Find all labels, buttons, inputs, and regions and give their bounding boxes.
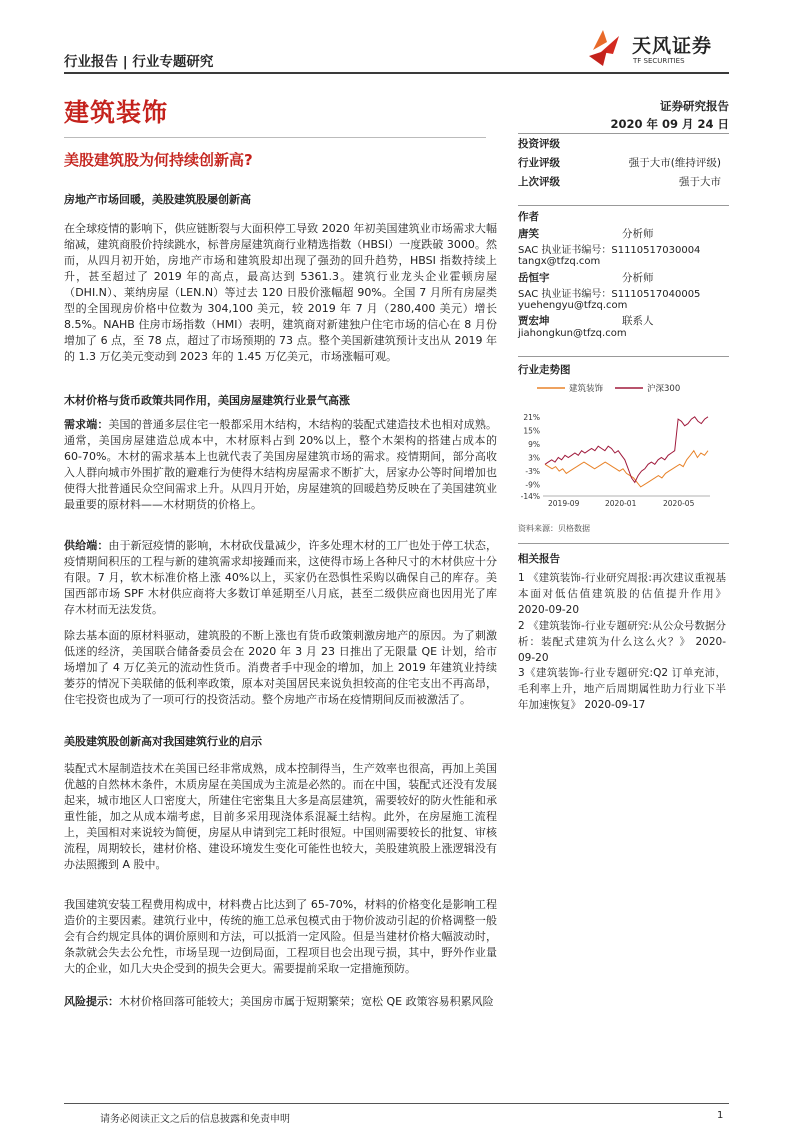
related-heading: 相关报告 bbox=[518, 553, 560, 565]
y-tick-label: -14% bbox=[520, 492, 540, 501]
title-divider bbox=[64, 137, 486, 138]
paragraph: 供给端：由于新冠疫情的影响，木材砍伐量减少，许多处理木材的工厂也处于停工状态，疫情期间积压的工程与新的建筑需求却接踵而来，这使得市场上各种尺寸的木材供应十分有限。7 月，软木标准价格上涨 40%以上，买家仍在恐惧性采购以确保自己的库存。美国西部市场 SPF 木材供应商将大多数订单延期至八月底，甚至二级供应商也因用光了库存木材而无法发货。 bbox=[64, 539, 497, 616]
legend-label: 建筑装饰 bbox=[569, 384, 604, 394]
report-title: 美股建筑股为何持续创新高? bbox=[64, 151, 253, 169]
y-tick-label: 9% bbox=[528, 439, 540, 449]
chart-heading: 行业走势图 bbox=[518, 364, 571, 376]
sidebar-divider bbox=[518, 133, 729, 134]
logo-name: 天风证券 bbox=[632, 35, 713, 57]
sector-title: 建筑装饰 bbox=[64, 98, 169, 127]
section-heading: 房地产市场回暖，美股建筑股屡创新高 bbox=[64, 193, 251, 206]
y-tick-label: -9% bbox=[525, 480, 540, 490]
header-divider bbox=[64, 72, 729, 74]
series-line-construction bbox=[545, 451, 708, 487]
legend-label: 沪深300 bbox=[647, 384, 681, 394]
paragraph: 需求端：美国的普通多层住宅一般都采用木结构，木结构的装配式建造技术也相对成熟。通常，美国房屋建造总成本中，木材原料占到 20%以上，整个木架构的搭建占成本的 60-70%。木材的需求基本上也就代表了美国房屋建筑市场的需求。疫情期间，部分高收入人群向城市外围扩散的避难行为使得木结构房屋需求不断扩大，居家办公等时间增加也使得大批普通民众空间需求上升。从四月开始，房屋建筑的回暖趋势反映在了美国建筑业最重要的原材料——木材期货的价格上。 bbox=[64, 418, 497, 511]
rating-heading: 投资评级 bbox=[518, 138, 560, 150]
chart-source: 资料来源：贝格数据 bbox=[518, 524, 590, 533]
paragraph: 装配式木屋制造技术在美国已经非常成熟，成本控制得当，生产效率也很高，再加上美国优越的自然林木条件，木质房屋在美国成为主流是必然的。而在中国，装配式还没有发展起来，城市地区人口密度大，所建住宅密集且大多是高层建筑，需要较好的防火性能和承重性能，加之从成本端考虑，目前多采用现浇体系混凝土结构。此外，在房屋施工流程上，美国相对来说较为简便，房屋从申请到完工耗时很短。中国则需要较长的批复、审核流程，周期较长，建材价格、建设环境发生变化可能性也较大，美股建筑股上涨逻辑没有办法照搬到 A 股中。 bbox=[64, 762, 497, 871]
author-entry: 唐笑 分析师 SAC 执业证书编号：S1110517030004 tangx@tfzq.com bbox=[518, 228, 701, 267]
paragraph: 我国建筑安装工程费用构成中，材料费占比达到了 65-70%，材料的价格变化是影响工程造价的主要因素。建筑行业中，传统的施工总承包模式由于物价波动引起的价格调整一般会有合约规定具体的调价原则和方法，可以抵消一定风险。但是当建材价格大幅波动时，条款就会失去公允性，市场呈现一边倒局面，工程项目也会出现亏损，其中，野外作业量大的企业，如几大央企受到的损失会更大。需要提前采取一定措施预防。 bbox=[64, 898, 497, 975]
related-report[interactable]: 3《建筑装饰-行业专题研究:Q2 订单充沛，毛利率上升，地产后周期属性助力行业下半年加速恢复》 2020-09-17 bbox=[518, 667, 726, 711]
report-category: 行业报告 | 行业专题研究 bbox=[64, 54, 214, 70]
authors-heading: 作者 bbox=[518, 211, 539, 223]
logo-english: TF SECURITIES bbox=[633, 57, 685, 65]
related-report[interactable]: 1 《建筑装饰-行业研究周报:再次建议重视基本面对低估值建筑股的估值提升作用》 2020-09-20 bbox=[518, 572, 726, 616]
author-entry: 贾宏坤 联系人 jiahongkun@tfzq.com bbox=[518, 315, 654, 339]
y-tick-label: 21% bbox=[523, 412, 540, 422]
related-report[interactable]: 2 《建筑装饰-行业专题研究:从公众号数据分析：装配式建筑为什么这么火？》 2020-09-20 bbox=[518, 620, 726, 664]
paragraph-lead: 供给端： bbox=[64, 539, 109, 552]
report-type: 证券研究报告 bbox=[660, 99, 729, 113]
footer-divider bbox=[64, 1103, 729, 1104]
footer-disclaimer[interactable]: 请务必阅读正文之后的信息披露和免责申明 bbox=[100, 1114, 290, 1125]
x-tick-label: 2020-05 bbox=[663, 499, 695, 508]
y-tick-label: 3% bbox=[528, 453, 540, 463]
section-heading: 木材价格与货币政策共同作用，美国房屋建筑行业景气高涨 bbox=[64, 394, 350, 407]
page-number: 1 bbox=[717, 1110, 724, 1121]
y-tick-label: 15% bbox=[523, 426, 540, 436]
rating-row: 上次评级 强于大市 bbox=[518, 176, 721, 188]
paragraph: 除去基本面的原材料驱动，建筑股的不断上涨也有货币政策刺激房地产的原因。为了刺激低迷的经济，美国联合储备委员会在 2020 年 3 月 23 日推出了无限量 QE 计划，给市场增加了 4 万亿美元的流动性货币。消费者手中现金的增加，加上 2019 年建筑业持续萎芬的情况下美联储的低利率政策，原本对美国居民来说负担较高的住宅支出不再高昂，住宅投资也成为了一项可行的投资活动。整个房地产市场在疫情期间反而被激活了。 bbox=[64, 629, 497, 706]
report-date: 2020 年 09 月 24 日 bbox=[610, 117, 729, 131]
section-heading: 美股建筑股创新高对我国建筑行业的启示 bbox=[64, 735, 262, 748]
paragraph: 风险提示：木材价格回落可能较大；美国房市属于短期繁荣；宽松 QE 政策容易积累风险 bbox=[64, 995, 494, 1008]
paragraph-lead: 风险提示： bbox=[64, 995, 119, 1008]
rating-row: 行业评级 强于大市(维持评级) bbox=[518, 157, 721, 169]
x-tick-label: 2020-01 bbox=[605, 499, 637, 508]
series-line-hs300 bbox=[545, 417, 708, 483]
paragraph-lead: 需求端： bbox=[64, 418, 109, 431]
industry-trend-chart bbox=[515, 378, 730, 518]
sidebar-divider bbox=[518, 543, 729, 544]
author-entry: 岳恒宇 分析师 SAC 执业证书编号：S1110517040005 yuehengyu@tfzq.com bbox=[518, 272, 701, 311]
sidebar-divider bbox=[518, 356, 729, 357]
x-tick-label: 2019-09 bbox=[548, 499, 580, 508]
paragraph: 在全球疫情的影响下，供应链断裂与大面积停工导致 2020 年初美国建筑业市场需求大幅缩减，建筑商股价持续跳水，标普房屋建筑商行业精选指数（HBSI）一度跌破 3000。然而，从四月初开始，房地产市场和建筑股却出现了强劲的回升趋势，HBSI 指数持续上升，甚至超过了 2019 年的高点，最高达到 5361.3。建筑行业龙头企业霍顿房屋（DHI.N）、莱纳房屋（LEN.N）等过去 120 日股价涨幅超 90%。全国 7 月所有房屋类型的全国现房价格中位数为 304,100 美元，较 2019 年 7 月（280,400 美元）增长 8.5%。NAHB 住房市场指数（HMI）表明，建筑商对新建独户住宅市场的信心在 8 月份增加了 6 点，至 78 点，超过了市场预期的 73 点。整个美国新建筑预计支出从 2019 年的 1.3 万亿美元变动到 2023 年的 1.45 万亿美元，市场涨幅可观。 bbox=[64, 222, 497, 363]
y-tick-label: -3% bbox=[525, 467, 540, 477]
sidebar-divider bbox=[518, 205, 729, 206]
